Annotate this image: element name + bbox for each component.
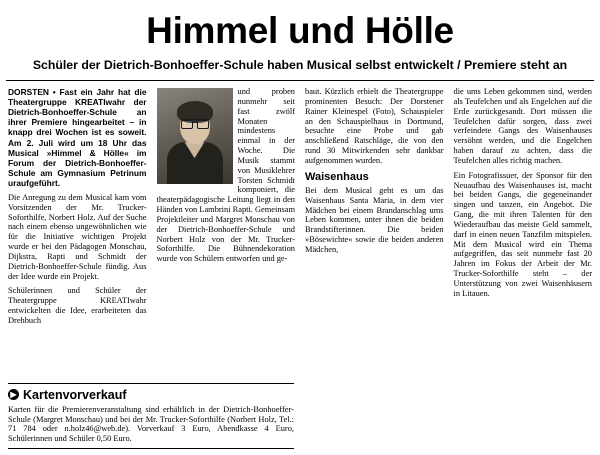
- column3-paragraph-1: baut. Kürzlich erhielt die Theatergruppe prominenten Besuch: Der Dorstener Rainer Kleinespel (Foto), Schauspieler an den Schauspielhaus in Dortmund, besuchte eine Probe und gab anschließend Ratschläge, die von den rund 30 Mitwirkenden sehr dankbar aufgenommen wurden.: [305, 87, 444, 165]
- column1-paragraph-1: Die Anregung zu dem Musical kam vom Vorsitzenden der Mr. Trucker-Soforthilfe, Norbert Holz. Auf der Suche nach einem ebenso ungewöhnlichen wie für die Initiative wichtigen Projekt wurde er bei den Pädagogen Monschau, Dijkstra, Rapti und Schmidt der Dietrich-Bonhoeffer-Schule fündig. Aus der Idee wurde ein Projekt.: [8, 192, 147, 281]
- ticket-box-body: Karten für die Premierenveranstaltung sind erhältlich in der Dietrich-Bonhoeffer-Schule (Margret Monschau) und bei der Mr. Trucker-Soforthilfe (Norbert Holz, Tel.: 71 784 oder n.holz46@web.de). Vorverkauf 3 Euro, Abendkasse 4 Euro, Schülerinnen und Schüler 0,50 Euro.: [8, 404, 294, 444]
- column4-paragraph-2: Ein Fotografissuer, der Sponsor für den Neuaufbau des Waisenhauses ist, macht bei beiden Gangs, die gegeneinander singen und tanzen, ein Angebot. Die Gang, die mit ihren Talenten für den Wiederaufbau das meiste Geld sammelt, darf in einen neuen Tanzfilm mitspielen. Mit dem Musical wird ein Thema aufgegriffen, das seit nunmehr fast 20 Jahren im Fokus der Arbeit der Mr. Trucker-Soforthilfe steht – der Unterstützung von zwei Waisenhäusern in Litauen.: [453, 170, 592, 298]
- ticket-box-wrap: [0, 377, 302, 449]
- column-3: [305, 87, 444, 260]
- column1-paragraph-2: Schülerinnen und Schüler der Theatergruppe KREATIwahr entwickelten die Idee, erarbeiteten das Drehbuch: [8, 286, 147, 325]
- column3-paragraph-2: Bei dem Musical geht es um das Waisenhaus Santa Maria, in dem vier Mädchen bei einem Brandanschlag ums Leben kommen, unter ihnen die beiden Brandstifterinnen. Die beiden »Bösewichte« sowie die beiden anderen Mädchen,: [305, 185, 444, 254]
- article-columns: [0, 81, 600, 331]
- glasses-icon: [181, 119, 209, 127]
- photo-figure: [157, 88, 233, 184]
- ticket-box-title: [8, 388, 294, 402]
- ticket-box: [8, 383, 294, 449]
- lead-paragraph: DORSTEN • Fast ein Jahr hat die Theatergruppe KREATIwahr der Dietrich-Bonhoeffer-Schule an ihrer Premiere hingearbeitet – in knapp drei Wochen ist es soweit. Am 2. Juli wird um 18 Uhr das Musical »Himmel & Hölle« im Forum der Dietrich-Bonhoeffer-Schule am Gymnasium Petrinum uraufgeführt.: [8, 87, 147, 188]
- subheadline: Schüler der Dietrich-Bonhoeffer-Schule haben Musical selbst entwickelt / Premiere steht an: [32, 58, 568, 72]
- column-4: [454, 87, 593, 303]
- ticket-box-title-text: Kartenvorverkauf: [23, 387, 127, 402]
- column-2: [157, 87, 296, 269]
- column-1: [8, 87, 147, 331]
- article-page: [0, 12, 600, 455]
- column4-paragraph-1: die ums Leben gekommen sind, werden als Teufelchen und als Engelchen auf die Erde zurückgesandt. Dort müssen die Teufelchen dafür sorgen, dass zwei verfeindete Gangs des Waisenhauses versöhnt werden, und die Engelchen haben darauf zu achten, dass die Teufelchen alles richtig machen.: [453, 87, 592, 165]
- ticket-icon: ▶: [8, 389, 19, 400]
- column2-paragraph-1: und proben nunmehr seit fast zwölf Monaten mindestens einmal in der Woche. Die Musik stammt von Musiklehrer Torsten Schmidt komponiert, die theaterpädagogische Leitung liegt in den Händen von Lambrini Rapti. Gemeinsam Projektleiter und Margret Monschau von der Dietrich-Bonhoeffer-Schule und Norbert Holz von der Mr. Trucker-Soforthilfe. Die Bühnendekoration wurde von Schülern entworfen und ge-: [156, 87, 295, 264]
- page-title: Himmel und Hölle: [146, 10, 454, 51]
- portrait-photo: [157, 88, 233, 184]
- section-heading-waisenhaus: Waisenhaus: [305, 170, 369, 183]
